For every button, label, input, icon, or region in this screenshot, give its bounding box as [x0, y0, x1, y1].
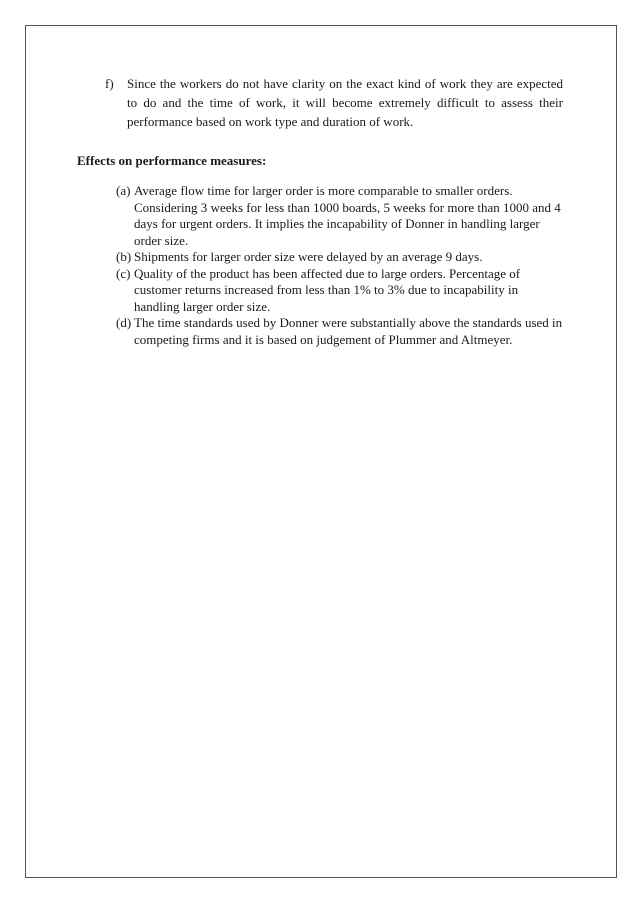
- list-item-text: Shipments for larger order size were delayed by an average 9 days.: [134, 249, 483, 264]
- list-marker: f): [105, 76, 114, 91]
- list-item-text: The time standards used by Donner were substantially above the standards used in competing firms and it is based on judgement of Plummer and Altmeyer.: [134, 315, 563, 347]
- list-marker: (c): [116, 265, 131, 281]
- list-item-a: [116, 183, 566, 249]
- list-item-d: [116, 315, 566, 348]
- list-item-b: [116, 249, 566, 266]
- effects-list: [116, 183, 566, 348]
- list-marker: (d): [116, 315, 132, 330]
- list-item-text: Quality of the product has been affected due to large orders. Percentage of customer returns increased from less than 1% to 3% due to incapability in handling larger order size.: [134, 265, 521, 314]
- section-heading: Effects on performance measures:: [77, 153, 267, 168]
- list-marker: (b): [116, 249, 132, 264]
- list-item-c: [116, 266, 566, 316]
- list-item-text: Average flow time for larger order is more comparable to smaller orders. Considering 3 weeks for less than 1000 boards, 5 weeks for more than 1000 and 4 days for urgent orders. It implies the incapability of Donner in handling larger order size.: [134, 183, 561, 248]
- list-item-text: Since the workers do not have clarity on the exact kind of work they are expected to do and the time of work, it will become extremely difficult to assess their performance based on work type and duration of work.: [127, 76, 563, 129]
- list-item-f: [105, 74, 563, 131]
- list-marker: (a): [116, 183, 131, 198]
